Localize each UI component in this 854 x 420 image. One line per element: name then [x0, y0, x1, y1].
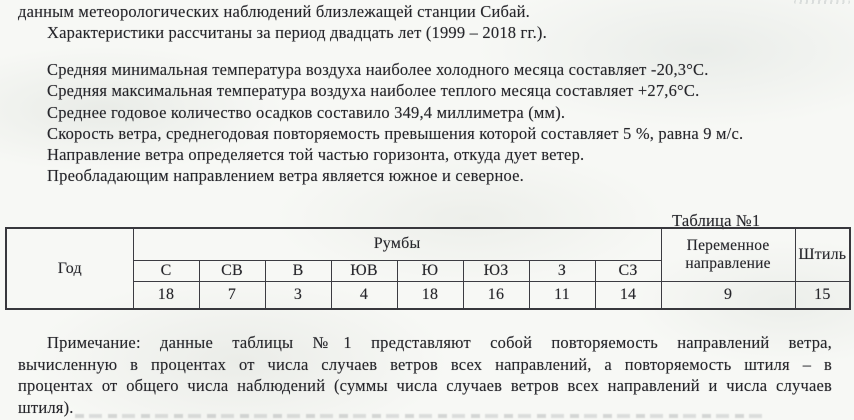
direction-header-sw: ЮЗ	[463, 260, 529, 281]
direction-value-ne: 7	[199, 281, 265, 309]
direction-value-s: 18	[397, 281, 463, 309]
cutoff-text-artifact	[75, 414, 763, 418]
table-header-rumby: Румбы	[133, 228, 661, 260]
table-header-variable-direction: Переменное направление	[661, 228, 795, 281]
scan-scratch-artifact	[794, 0, 850, 4]
fact-line-max-temperature: Средняя максимальная температура воздуха наиболее теплого месяца составляет +27,6°С.	[47, 81, 700, 101]
direction-header-w: З	[529, 260, 595, 281]
direction-value-se: 4	[331, 281, 397, 309]
calm-value: 15	[795, 281, 850, 309]
intro-line-period: Характеристики рассчитаны за период двадцать лет (1999 – 2018 гг.).	[47, 23, 547, 43]
fact-line-wind-direction-definition: Направление ветра определяется той частью горизонта, откуда дует ветер.	[47, 145, 585, 165]
fact-line-prevailing-direction: Преобладающим направлением ветра является южное и северное.	[47, 166, 524, 186]
direction-value-sw: 16	[463, 281, 529, 309]
note-line: вычисленную в процентах от числа случаев ветров всех направлений, а повторяемость штиля – в	[18, 354, 832, 374]
note-line: Примечание: данные таблицы №1 представляют собой повторяемость направлений ветра,	[47, 333, 832, 352]
direction-header-se: ЮВ	[331, 260, 397, 281]
wind-direction-table	[5, 227, 851, 310]
fact-line-wind-speed: Скорость ветра, среднегодовая повторяемость превышения которой составляет 5 %, равна 9 м/с.	[47, 123, 744, 143]
note-paragraph	[18, 332, 832, 418]
variable-direction-value: 9	[661, 281, 795, 309]
note-line: процентах от общего числа наблюдений (суммы числа случаев ветров всех направлений и числа случаев	[18, 376, 832, 395]
note-line: штиля).	[18, 397, 74, 417]
direction-value-nw: 14	[595, 281, 661, 309]
direction-value-e: 3	[265, 281, 331, 309]
intro-paragraph	[18, 1, 840, 44]
intro-line-continuation: данным метеорологических наблюдений близлежащей станции Сибай.	[18, 2, 530, 21]
direction-header-s: Ю	[397, 260, 463, 281]
direction-value-w: 11	[529, 281, 595, 309]
direction-value-n: 18	[133, 281, 199, 309]
direction-header-ne: СВ	[199, 260, 265, 281]
table-header-calm: Штиль	[795, 228, 850, 281]
climate-facts-paragraphs	[18, 59, 852, 187]
direction-header-nw: СЗ	[595, 260, 661, 281]
fact-line-precipitation: Среднее годовое количество осадков составило 349,4 миллиметра (мм).	[47, 102, 566, 122]
direction-header-e: В	[265, 260, 331, 281]
direction-header-n: С	[133, 260, 199, 281]
table-header-year: Год	[6, 228, 133, 309]
table-caption: Таблица №1	[672, 211, 761, 230]
fact-line-min-temperature: Средняя минимальная температура воздуха наиболее холодного месяца составляет -20,3°С.	[47, 60, 709, 79]
